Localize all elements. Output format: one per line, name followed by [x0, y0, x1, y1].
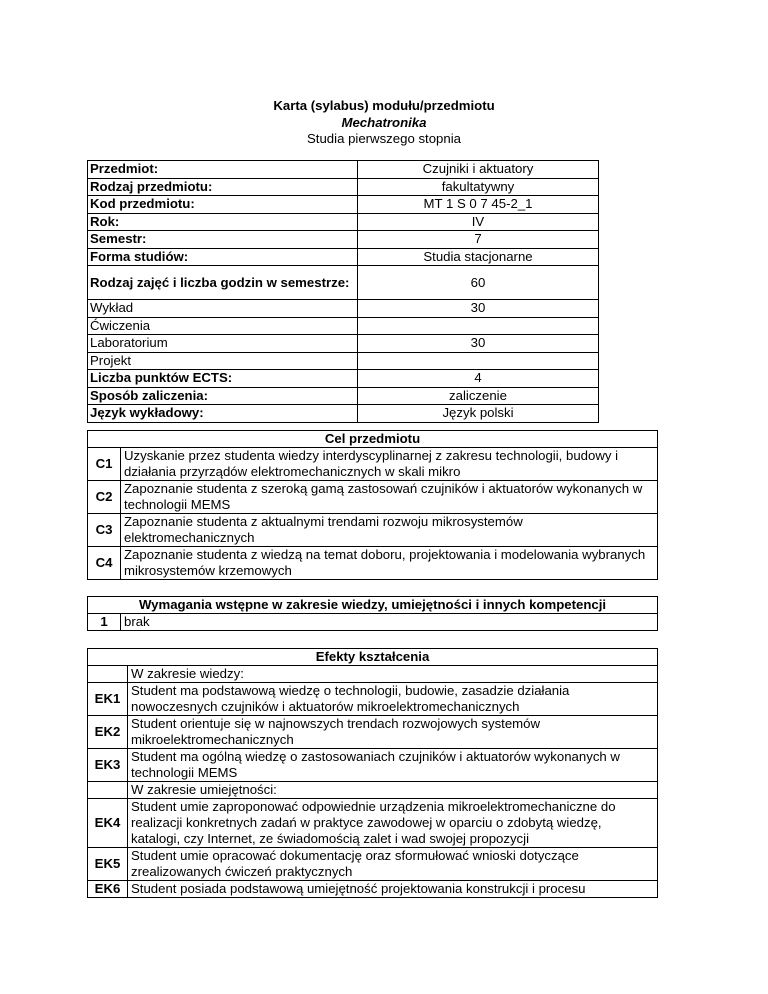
- goals-table: [87, 430, 658, 580]
- info-value: MT 1 S 0 7 45-2_1: [358, 196, 599, 214]
- outcome-row: [88, 683, 658, 716]
- outcome-row: [88, 749, 658, 782]
- header-program: Mechatronika: [341, 114, 427, 130]
- info-row: [88, 196, 599, 214]
- info-value: 30: [358, 300, 599, 318]
- info-row: [88, 178, 599, 196]
- header-level: Studia pierwszego stopnia: [307, 131, 461, 146]
- info-value: zaliczenie: [358, 387, 599, 405]
- info-value: Studia stacjonarne: [358, 248, 599, 266]
- goal-row-text: Zapoznanie studenta z aktualnymi trendami rozwoju mikrosystemów elektromechanicznych: [121, 514, 658, 547]
- info-value: IV: [358, 213, 599, 231]
- header-title: Karta (sylabus) modułu/przedmiotu: [273, 98, 495, 113]
- info-row: [88, 387, 599, 405]
- outcome-row-text: Student ma podstawową wiedzę o technologii, budowie, zasadzie działania nowoczesnych czujników i aktuatorów mikroelektromechanicznych: [128, 683, 658, 716]
- info-row: [88, 248, 599, 266]
- outcome-row-code: EK1: [88, 683, 128, 716]
- info-value: Język polski: [358, 405, 599, 423]
- info-value: [358, 352, 599, 370]
- info-label: Projekt: [88, 352, 358, 370]
- outcome-row-code: [88, 782, 128, 799]
- info-row: [88, 300, 599, 318]
- goal-row-text: Zapoznanie studenta z wiedzą na temat doboru, projektowania i modelowania wybranych mikrosystemów krzemowych: [121, 547, 658, 580]
- outcome-row-code: EK4: [88, 799, 128, 848]
- requirement-row-text: brak: [121, 614, 658, 631]
- goals-title: Cel przedmiotu: [88, 431, 658, 448]
- outcome-row-text: Student umie opracować dokumentację oraz sformułować wnioski dotyczące zrealizowanych ćwiczeń praktycznych: [128, 848, 658, 881]
- info-row: [88, 317, 599, 335]
- requirement-row-code: 1: [88, 614, 121, 631]
- info-label: Rok:: [88, 213, 358, 231]
- info-row: [88, 335, 599, 353]
- info-value: 30: [358, 335, 599, 353]
- outcome-row: [88, 716, 658, 749]
- info-label: Laboratorium: [88, 335, 358, 353]
- goal-row-code: C1: [88, 448, 121, 481]
- outcome-row-text: Student orientuje się w najnowszych trendach rozwojowych systemów mikroelektromechanicznych: [128, 716, 658, 749]
- outcome-row-text: Student posiada podstawową umiejętność projektowania konstrukcji i procesu: [128, 881, 658, 898]
- outcome-row: [88, 782, 658, 799]
- info-row: [88, 213, 599, 231]
- info-label: Przedmiot:: [88, 161, 358, 179]
- info-value: [358, 317, 599, 335]
- outcome-row-text: W zakresie wiedzy:: [128, 666, 658, 683]
- info-row: [88, 370, 599, 388]
- outcome-row: [88, 848, 658, 881]
- requirements-title: Wymagania wstępne w zakresie wiedzy, umiejętności i innych kompetencji: [88, 597, 658, 614]
- outcome-row-text: W zakresie umiejętności:: [128, 782, 658, 799]
- info-value: 7: [358, 231, 599, 249]
- outcome-row-code: [88, 666, 128, 683]
- info-label: Sposób zaliczenia:: [88, 387, 358, 405]
- outcome-row: [88, 881, 658, 898]
- info-label: Semestr:: [88, 231, 358, 249]
- outcome-row-text: Student ma ogólną wiedzę o zastosowaniach czujników i aktuatorów wykonanych w technologii MEMS: [128, 749, 658, 782]
- goal-row-code: C3: [88, 514, 121, 547]
- outcomes-title: Efekty kształcenia: [88, 649, 658, 666]
- requirement-row: [88, 614, 658, 631]
- outcome-row-code: EK6: [88, 881, 128, 898]
- info-row: [88, 161, 599, 179]
- info-row: [88, 352, 599, 370]
- outcomes-table: [87, 648, 658, 898]
- goal-row-text: Zapoznanie studenta z szeroką gamą zastosowań czujników i aktuatorów wykonanych w technologii MEMS: [121, 481, 658, 514]
- outcome-row-code: EK2: [88, 716, 128, 749]
- info-value: Czujniki i aktuatory: [358, 161, 599, 179]
- info-value: 4: [358, 370, 599, 388]
- outcome-row: [88, 799, 658, 848]
- goal-row: [88, 448, 658, 481]
- info-label: Kod przedmiotu:: [88, 196, 358, 214]
- outcome-row-text: Student umie zaproponować odpowiednie urządzenia mikroelektromechaniczne do realizacji konkretnych zadań w praktyce zawodowej w oparciu o zdobytą wiedzę, katalogi, czy Internet, ze świadomością zalet i wad swojej propozycji: [128, 799, 658, 848]
- info-label: Ćwiczenia: [88, 317, 358, 335]
- document-header: [0, 98, 768, 148]
- info-value: fakultatywny: [358, 178, 599, 196]
- goal-row-code: C2: [88, 481, 121, 514]
- requirements-table: [87, 596, 658, 631]
- info-label: Forma studiów:: [88, 248, 358, 266]
- outcome-row: [88, 666, 658, 683]
- info-label: Wykład: [88, 300, 358, 318]
- goal-row: [88, 514, 658, 547]
- info-row: [88, 266, 599, 300]
- info-row: [88, 405, 599, 423]
- outcome-row-code: EK5: [88, 848, 128, 881]
- info-label: Rodzaj zajęć i liczba godzin w semestrze:: [88, 266, 358, 300]
- info-label: Rodzaj przedmiotu:: [88, 178, 358, 196]
- goal-row: [88, 481, 658, 514]
- goal-row: [88, 547, 658, 580]
- goal-row-code: C4: [88, 547, 121, 580]
- info-row: [88, 231, 599, 249]
- goal-row-text: Uzyskanie przez studenta wiedzy interdyscyplinarnej z zakresu technologii, budowy i działania przyrządów elektromechanicznych w skali mikro: [121, 448, 658, 481]
- course-info-table: [87, 160, 599, 423]
- outcome-row-code: EK3: [88, 749, 128, 782]
- info-value: 60: [358, 266, 599, 300]
- info-label: Język wykładowy:: [88, 405, 358, 423]
- info-label: Liczba punktów ECTS:: [88, 370, 358, 388]
